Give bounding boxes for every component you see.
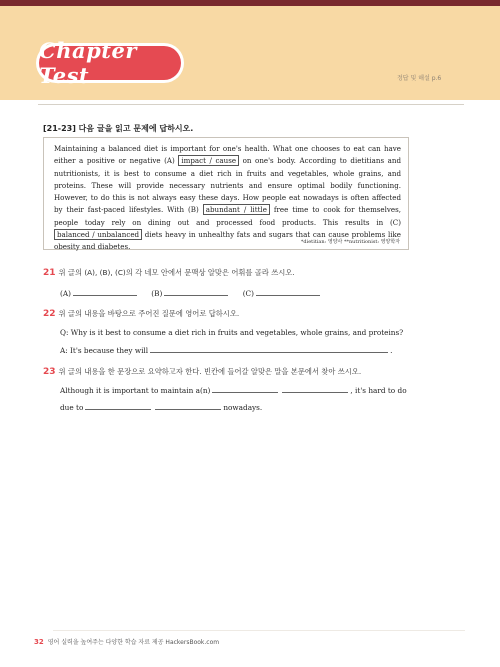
q22-answer-row: A: It's because they will . xyxy=(60,346,393,355)
footer-text: 영어 실력을 높여주는 다양한 학습 자료 제공 HackersBook.com xyxy=(47,639,220,646)
footnotes: *dietitian: 영양사 **nutritionist: 영양학자 xyxy=(300,239,400,245)
footer xyxy=(34,637,219,646)
q23-line-1: Although it is important to maintain a(n) , it's hard to do xyxy=(60,386,407,395)
blank-q23-4[interactable] xyxy=(155,403,221,410)
choice-box-c[interactable]: balanced / unbalanced xyxy=(54,229,142,240)
question-22 xyxy=(43,309,239,319)
footer-divider xyxy=(53,630,465,631)
blank-c[interactable] xyxy=(256,289,320,296)
choice-box-b[interactable]: abundant / little xyxy=(203,204,270,215)
instruction: [21-23] 다음 글을 읽고 문제에 답하시오. xyxy=(43,124,194,133)
question-text: 위 글의 내용을 한 문장으로 요약하고자 한다. 빈칸에 들어갈 알맞은 말을 본문에서 찾아 쓰시오. xyxy=(58,367,362,376)
page-number: 32 xyxy=(34,638,44,646)
q22-question: Q: Why is it best to consume a diet rich in fruits and vegetables, whole grains, and proteins? xyxy=(60,328,404,337)
passage-text: Maintaining a balanced diet is important for one's health. What one chooses to eat can have either a positive or negative (A) impact / cause on one's body. According to dietitians and nutritionists, it is best to consume a diet rich in fruits and vegetables, whole grains, and proteins. These will provide necessary nutrients and ensure optimal bodily functioning. However, to do this is not always easy these days. How people eat nowadays is often affected by their fast-paced lifestyles. With (B) abundant / little free time to cook for themselves, people today rely on dining out and processed food products. This results in (C) balanced / unbalanced diets heavy in unhealthy fats and sugars that can cause problems like obesity and diabetes. xyxy=(54,144,402,252)
choice-box-a[interactable]: impact / cause xyxy=(178,155,239,166)
question-number: 21 xyxy=(43,268,56,278)
question-text: 위 글의 내용을 바탕으로 주어진 질문에 영어로 답하시오. xyxy=(58,309,240,318)
blank-q23-3[interactable] xyxy=(85,403,151,410)
blank-q22[interactable] xyxy=(150,346,388,353)
question-23 xyxy=(43,367,361,377)
q23-line-2: due to nowadays. xyxy=(60,403,263,412)
blank-q23-2[interactable] xyxy=(282,386,348,393)
q21-answer-row: (A) (B) (C) xyxy=(60,289,322,298)
question-number: 22 xyxy=(43,309,56,319)
question-text: 위 글의 (A), (B), (C)의 각 네모 안에서 문맥상 알맞은 어휘를 골라 쓰시오. xyxy=(58,268,295,277)
chapter-title: Chapter Test xyxy=(39,38,137,88)
header-divider xyxy=(38,104,464,105)
header-band xyxy=(0,0,500,100)
answer-reference: 정답 및 해설 p.6 xyxy=(397,75,442,82)
blank-b[interactable] xyxy=(164,289,228,296)
question-number: 23 xyxy=(43,367,56,377)
chapter-title-badge xyxy=(36,38,184,88)
passage-box xyxy=(43,137,409,250)
blank-a[interactable] xyxy=(73,289,137,296)
blank-q23-1[interactable] xyxy=(212,386,278,393)
question-21 xyxy=(43,268,295,278)
